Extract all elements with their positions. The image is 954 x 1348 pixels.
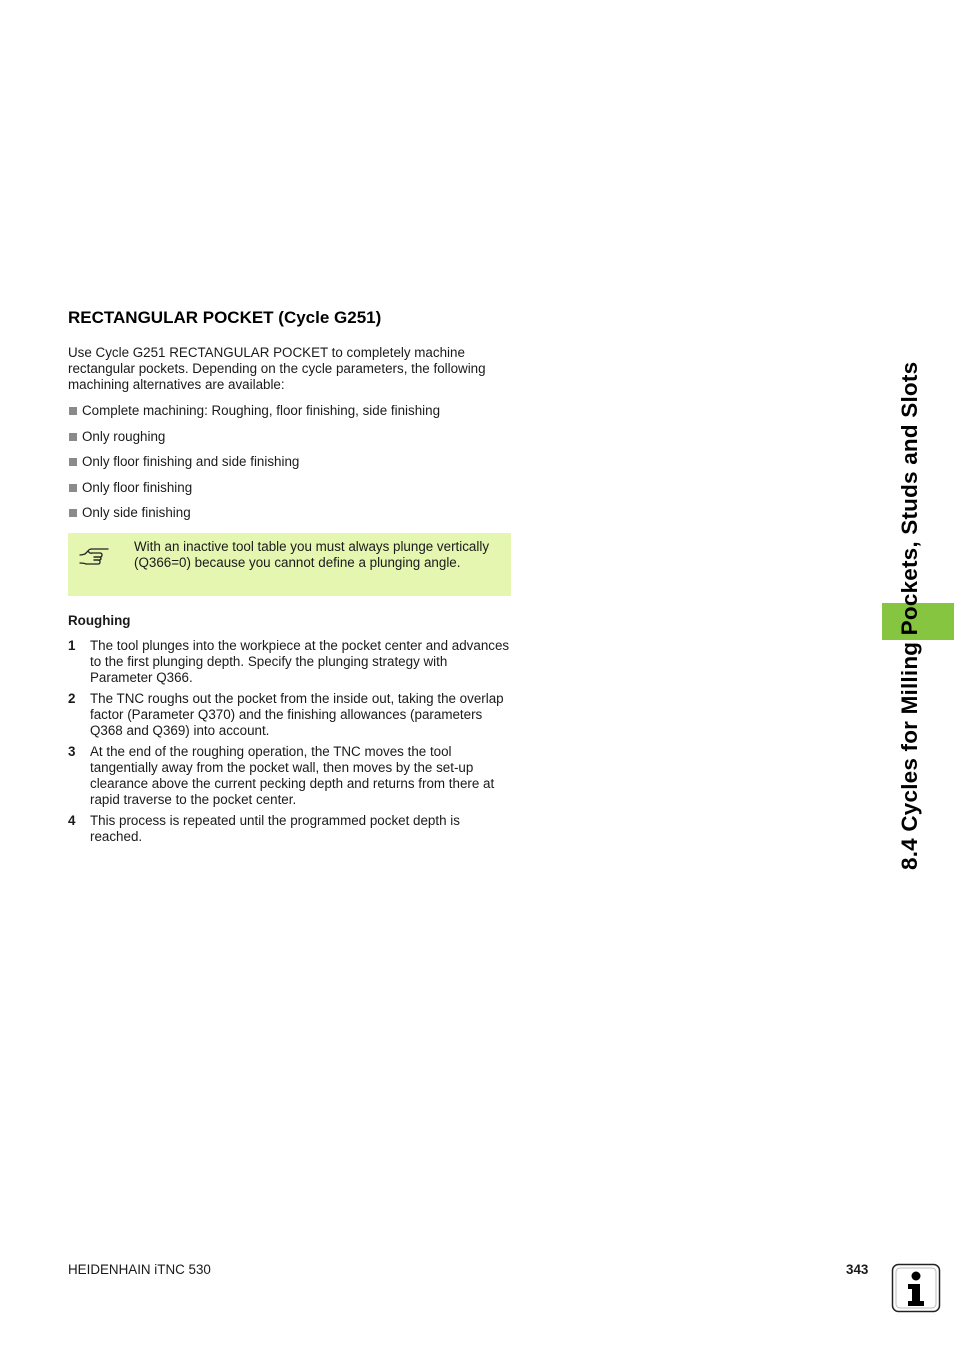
list-item: Complete machining: Roughing, floor finishing, side finishing [68, 403, 518, 429]
list-item: Only floor finishing [68, 480, 518, 506]
alternatives-list [68, 403, 518, 531]
square-bullet-icon [69, 433, 77, 441]
roughing-heading: Roughing [68, 613, 131, 628]
step-item: 2 The TNC roughs out the pocket from the inside out, taking the overlap factor (Parameter Q370) and the finishing allowances (parameters Q368 and Q369) into account. [68, 691, 504, 738]
note-text: With an inactive tool table you must always plunge vertically (Q366=0) because you cannot define a plunging angle. [134, 539, 490, 570]
info-icon [891, 1263, 941, 1313]
note-box [68, 533, 511, 596]
section-title: RECTANGULAR POCKET (Cycle G251) [68, 308, 382, 327]
square-bullet-icon [69, 484, 77, 492]
list-item: Only roughing [68, 429, 518, 455]
manual-name: HEIDENHAIN iTNC 530 [68, 1262, 211, 1277]
chapter-title: 8.4 Cycles for Milling Pockets, Studs and Slots [897, 361, 922, 870]
step-item: 4 This process is repeated until the programmed pocket depth is reached. [68, 813, 460, 844]
roughing-steps [68, 638, 513, 850]
step-item: 1 The tool plunges into the workpiece at the pocket center and advances to the first plunging depth. Specify the plunging strategy with Parameter Q366. [68, 638, 510, 685]
pointing-hand-icon [78, 543, 110, 567]
list-item: Only floor finishing and side finishing [68, 454, 518, 480]
square-bullet-icon [69, 458, 77, 466]
square-bullet-icon [69, 407, 77, 415]
list-item: Only side finishing [68, 505, 518, 531]
page-number: 343 [846, 1262, 869, 1277]
intro-paragraph: Use Cycle G251 RECTANGULAR POCKET to completely machine rectangular pockets. Depending on the cycle parameters, the following machining alternatives are available: [68, 345, 486, 392]
square-bullet-icon [69, 509, 77, 517]
step-item: 3 At the end of the roughing operation, the TNC moves the tool tangentially away from the pocket wall, then moves by the set-up clearance above the current pecking depth and returns from there at rapid traverse to the pocket center. [68, 744, 495, 807]
